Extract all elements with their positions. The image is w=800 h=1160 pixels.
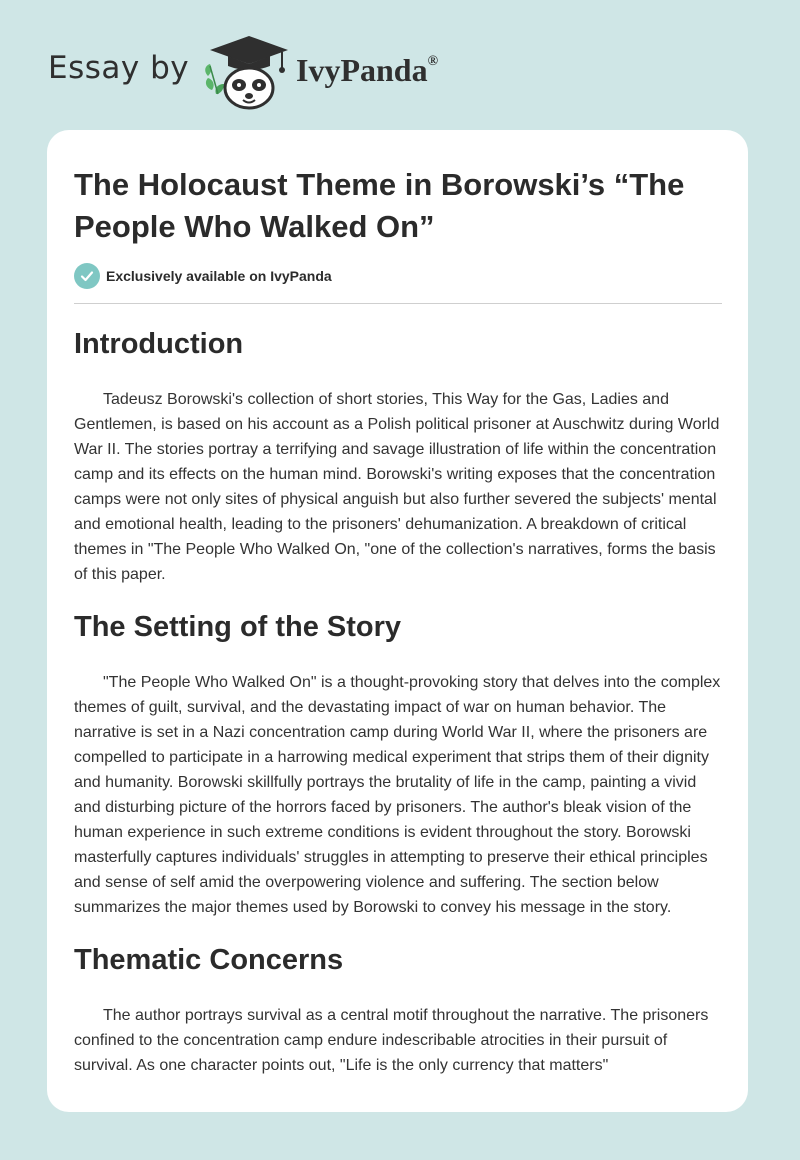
checkmark-circle-icon [74,263,100,289]
panda-logo-icon[interactable] [202,32,292,112]
site-header [48,30,548,110]
title-divider [74,303,722,304]
registered-mark: ® [427,54,439,69]
section-heading-thematic: Thematic Concerns [74,944,344,976]
brand-text: IvyPanda [296,52,428,88]
exclusive-badge [74,263,332,289]
section-paragraph-thematic: The author portrays survival as a central motif throughout the narrative. The prisoners confined to the concentration camp endure indescribable atrocities in their pursuit of survival. As one character points out, "Life is the only currency that matters" [74,1007,709,1074]
section-paragraph-setting: "The People Who Walked On" is a thought-provoking story that delves into the complex themes of guilt, survival, and the devastating impact of war on human behavior. The narrative is set in a Nazi concentration camp during World War II, where the prisoners are compelled to participate in a harrowing medical experiment that strips them of their dignity and humanity. Borowski skillfully portrays the brutality of life in the camp, painting a vivid and disturbing picture of the horrors faced by prisoners. The author's bleak vision of the human experience in such extreme conditions is evident throughout the story. Borowski masterfully captures individuals' struggles in attempting to preserve their ethical principles and sense of self amid the overpowering violence and suffering. The section below summarizes the major themes used by Borowski to convey his message in the story. [74,674,721,916]
essay-by-label: Essay by [48,50,190,86]
exclusive-label: Exclusively available on IvyPanda [106,268,332,284]
section-heading-introduction: Introduction [74,328,244,360]
section-paragraph-introduction: Tadeusz Borowski's collection of short stories, This Way for the Gas, Ladies and Gentlemen, is based on his account as a Polish political prisoner at Auschwitz during World War II. The stories portray a terrifying and savage illustration of life within the concentration camp and its effects on the human mind. Borowski's writing exposes that the concentration camps were not only sites of physical anguish but also further severed the subjects' mental and emotional health, leading to the prisoners' dehumanization. A breakdown of critical themes in "The People Who Walked On, "one of the collection's narratives, forms the basis of this paper. [74,391,720,583]
ivy-leaf-icon [205,64,224,94]
section-heading-setting: The Setting of the Story [74,611,402,643]
essay-card [47,130,748,1112]
brand-name[interactable] [296,52,438,89]
essay-title: The Holocaust Theme in Borowski’s “The People Who Walked On” [74,167,685,244]
essay-body [74,324,726,1078]
